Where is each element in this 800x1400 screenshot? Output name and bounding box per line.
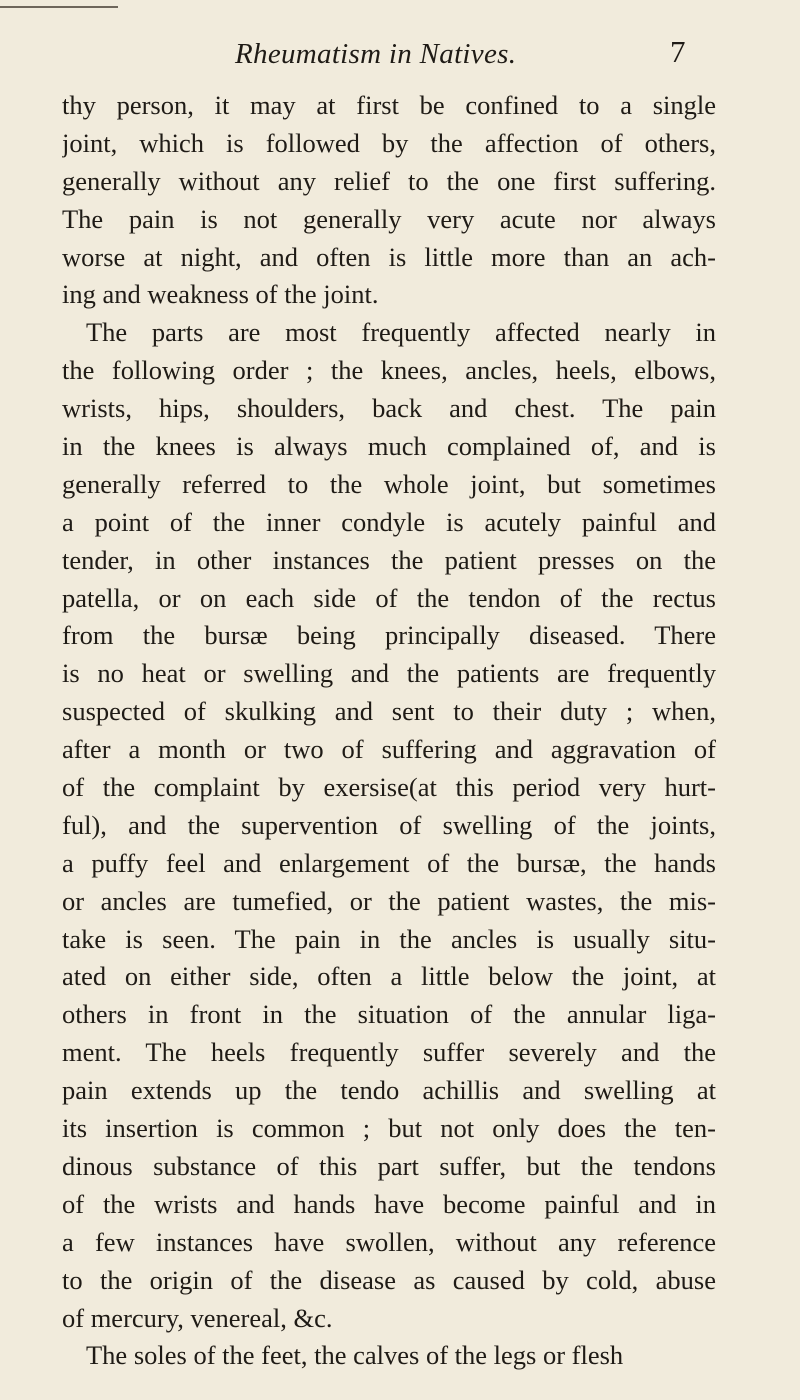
text-line: a few instances have swollen, without any reference (62, 1226, 716, 1257)
text-line: pain extends up the tendo achillis and swelling at (62, 1075, 716, 1106)
page-number: 7 (670, 34, 686, 69)
text-line: patella, or on each side of the tendon of the rectus (62, 582, 716, 613)
text-line: joint, which is followed by the affection of others, (62, 127, 716, 158)
text-line: to the origin of the disease as caused by cold, abuse (62, 1264, 716, 1295)
text-line: generally without any relief to the one first suffering. (62, 165, 716, 196)
text-line: suspected of skulking and sent to their duty ; when, (62, 696, 716, 727)
text-line: in the knees is always much complained of, and is (62, 431, 716, 462)
text-line: wrists, hips, shoulders, back and chest. The pain (62, 393, 716, 424)
text-line: or ancles are tumefied, or the patient wastes, the mis- (62, 885, 716, 916)
text-line: tender, in other instances the patient presses on the (62, 544, 716, 575)
text-line: worse at night, and often is little more than an ach- (62, 241, 716, 272)
text-line: after a month or two of suffering and aggravation of (62, 734, 716, 765)
text-line: of mercury, venereal, &c. (62, 1302, 333, 1333)
text-line: ment. The heels frequently suffer severely and the (62, 1037, 716, 1068)
text-line: ing and weakness of the joint. (62, 279, 379, 310)
text-line: its insertion is common ; but not only does the ten- (62, 1113, 716, 1144)
text-line: a puffy feel and enlargement of the bursæ, the hands (62, 847, 716, 878)
text-line: is no heat or swelling and the patients are frequently (62, 658, 716, 689)
running-title: Rheumatism in Natives. (235, 38, 517, 70)
paragraph-start-line: The soles of the feet, the calves of the legs or flesh (86, 1340, 624, 1371)
text-line: of the wrists and hands have become painful and in (62, 1188, 716, 1219)
text-line: generally referred to the whole joint, but sometimes (62, 468, 716, 499)
text-line: ful), and the supervention of swelling of the joints, (62, 809, 716, 840)
text-line: The pain is not generally very acute nor always (62, 203, 716, 234)
text-line: dinous substance of this part suffer, but the tendons (62, 1150, 716, 1181)
text-line: take is seen. The pain in the ancles is usually situ- (62, 923, 716, 954)
text-line: thy person, it may at first be confined to a single (62, 90, 716, 120)
page-edge-rule (0, 6, 118, 8)
text-line: ated on either side, often a little below the joint, at (62, 961, 716, 992)
text-line: from the bursæ being principally diseased. There (62, 620, 716, 651)
text-line: others in front in the situation of the annular liga- (62, 999, 716, 1030)
text-line: of the complaint by exersise(at this period very hurt- (62, 772, 716, 803)
text-line: the following order ; the knees, ancles, heels, elbows, (62, 355, 716, 386)
text-line: a point of the inner condyle is acutely painful and (62, 506, 716, 537)
paragraph-start-line: The parts are most frequently affected nearly in (86, 317, 716, 348)
body-text (62, 87, 716, 1375)
